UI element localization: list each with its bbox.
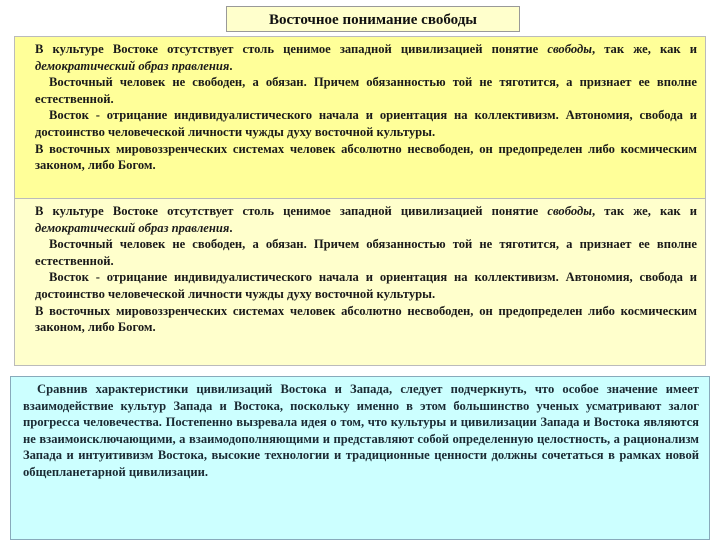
text-panel-pale [14, 198, 706, 366]
slide-title: Восточное понимание свободы [226, 6, 520, 32]
text-fragment: . [229, 58, 233, 73]
text-fragment: В культуре Востоке отсутствует столь ценимое западной цивилизацией понятие [35, 204, 548, 218]
paragraph-obligation: Восточный человек не свободен, а обязан. Причем обязанностью той не тяготится, а признает ее вполне естественной. [35, 237, 697, 268]
text-fragment: , так же, как и [591, 204, 698, 218]
comparison-panel [10, 376, 710, 540]
democracy-term: демократический образ правления [35, 58, 230, 73]
text-panel-yellow [14, 36, 706, 200]
freedom-term: свободы [547, 204, 592, 218]
comparison-text: Сравнив характеристики цивилизаций Востока и Запада, следует подчеркнуть, что особое значение имеет взаимодействие культур Запада и Востока, поскольку именно в этом большинство ученых усматривают залог прогресса человечества. Постепенно вызревала идея о том, что культуры и цивилизации Запада и Востока являются не взаимоисключающими, а взаимодополняющими и представляют собой определенную целостность, а рационализм Запада и интуитивизм Востока, высокие технологии и традиционные ценности должны сочетаться в рамках новой общепланетарной цивилизации. [23, 382, 699, 479]
paragraph-predestination: В восточных мировоззренческих системах человек абсолютно несвободен, он предопределен либо космическим законом, либо Богом. [35, 303, 697, 335]
freedom-term: свободы [547, 42, 592, 56]
text-fragment: . [229, 220, 233, 235]
paragraph-collectivism: Восток - отрицание индивидуалистического начала и ориентация на коллективизм. Автономия, свобода и достоинство человеческой личности чужды духу восточной культуры. [35, 270, 697, 301]
paragraph-collectivism: Восток - отрицание индивидуалистического начала и ориентация на коллективизм. Автономия, свобода и достоинство человеческой личности чужды духу восточной культуры. [35, 108, 697, 139]
paragraph-culture [35, 203, 697, 236]
paragraph-culture [35, 41, 697, 74]
paragraph-predestination: В восточных мировоззренческих системах человек абсолютно несвободен, он предопределен либо космическим законом, либо Богом. [35, 141, 697, 173]
text-fragment: В культуре Востоке отсутствует столь ценимое западной цивилизацией понятие [35, 42, 548, 56]
democracy-term: демократический образ правления [35, 220, 230, 235]
text-fragment: , так же, как и [591, 42, 698, 56]
paragraph-obligation: Восточный человек не свободен, а обязан. Причем обязанностью той не тяготится, а признает ее вполне естественной. [35, 75, 697, 106]
